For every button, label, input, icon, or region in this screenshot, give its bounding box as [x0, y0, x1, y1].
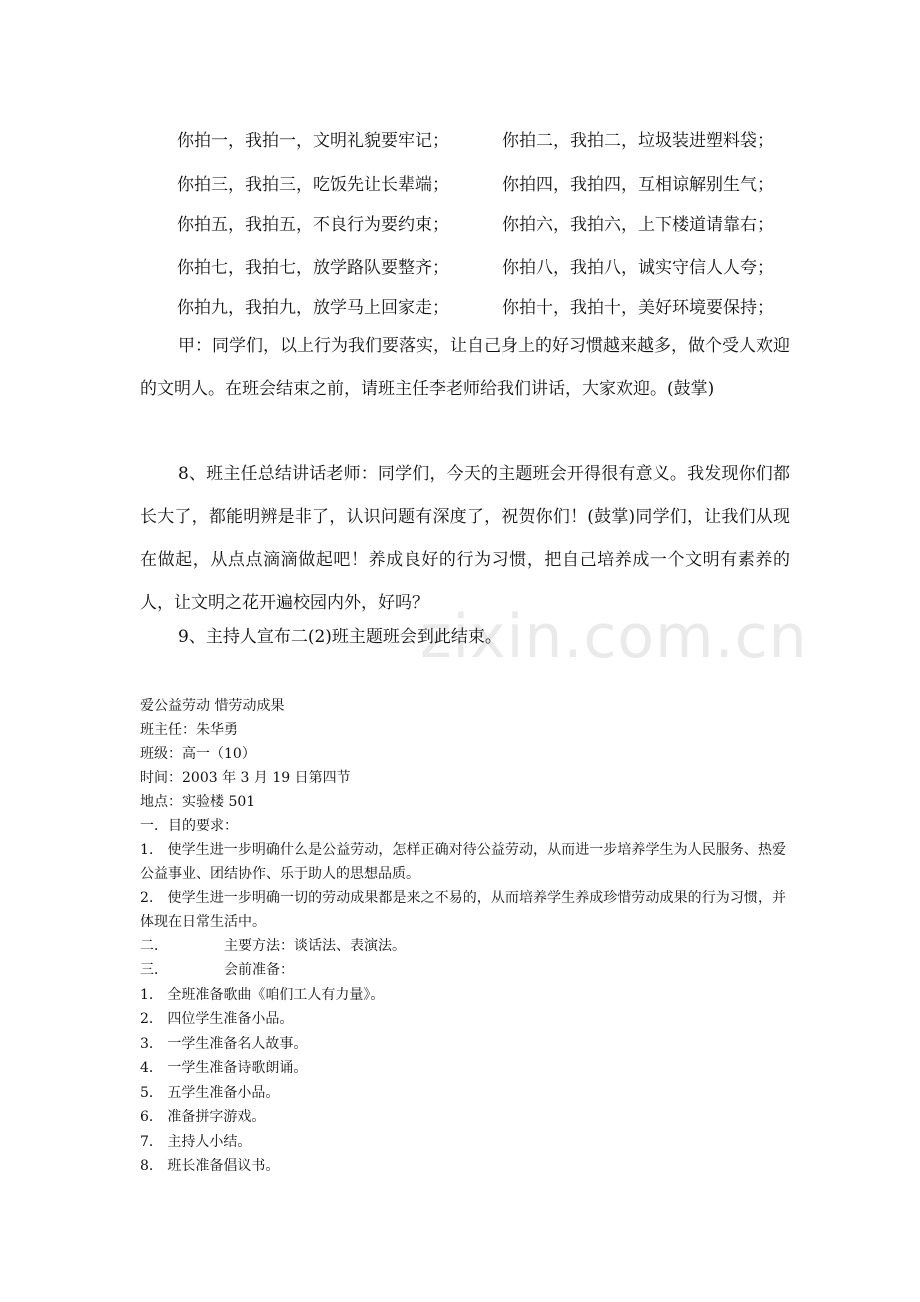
prep-item: 6． 准备拼字游戏。 [140, 1109, 266, 1125]
section-heading: 一．目的要求： [140, 818, 238, 834]
teacher-paragraph [140, 453, 790, 625]
section-text: 会前准备： [224, 962, 294, 978]
teacher-text: 8、班主任总结讲话老师：同学们，今天的主题班会开得很有意义。我发现你们都长大了，都能明辨是非了，认识问题有深度了，祝贺你们！(鼓掌)同学们，让我们从现在做起，从点点滴滴做起吧！养成良好的行为习惯，把自己培养成一个文明有素养的人，让文明之花开遍校园内外，好吗？ [140, 464, 790, 613]
prep-item: 7． 主持人小结。 [140, 1134, 252, 1150]
chant-right: 你拍四，我拍四，互相谅解别生气； [502, 175, 774, 195]
chant-left: 你拍一，我拍一，文明礼貌要牢记； [177, 131, 449, 151]
section-number: 三． [140, 962, 168, 978]
plan-time: 时间：2003 年 3 月 19 日第四节 [140, 770, 351, 786]
closing-line: 9、主持人宣布二(2)班主题班会到此结束。 [178, 627, 502, 647]
section-text: 主要方法：谈话法、表演法。 [224, 938, 406, 954]
prep-item: 8． 班长准备倡议书。 [140, 1158, 280, 1174]
chant-right: 你拍八，我拍八，诚实守信人人夸； [502, 258, 774, 278]
section-number: 二． [140, 938, 168, 954]
chant-left: 你拍九，我拍九，放学马上回家走； [177, 298, 449, 318]
chant-right: 你拍六，我拍六，上下楼道请靠右； [502, 215, 774, 235]
host-paragraph [140, 325, 790, 411]
prep-item: 1． 全班准备歌曲《咱们工人有力量》。 [140, 987, 385, 1003]
prep-item: 5． 五学生准备小品。 [140, 1085, 280, 1101]
prep-item: 3． 一学生准备名人故事。 [140, 1036, 308, 1052]
chant-right: 你拍二，我拍二，垃圾装进塑料袋； [502, 131, 774, 151]
plan-place: 地点：实验楼 501 [140, 794, 256, 810]
host-text: 甲：同学们，以上行为我们要落实，让自己身上的好习惯越来越多，做个受人欢迎的文明人。在班会结束之前，请班主任李老师给我们讲话，大家欢迎。(鼓掌) [140, 336, 790, 399]
plan-teacher: 班主任：朱华勇 [140, 722, 238, 738]
goal-item: 2． 使学生进一步明确一切的劳动成果都是来之不易的，从而培养学生养成珍惜劳动成果的行为习惯，并体现在日常生活中。 [140, 890, 786, 930]
section-heading [140, 934, 406, 958]
chant-left: 你拍七，我拍七，放学路队要整齐； [177, 258, 449, 278]
plan-class: 班级：高一（10） [140, 746, 256, 762]
chant-left: 你拍五，我拍五，不良行为要约束； [177, 215, 449, 235]
chant-left: 你拍三，我拍三，吃饭先让长辈端； [177, 175, 449, 195]
chant-right: 你拍十，我拍十，美好环境要保持； [502, 298, 774, 318]
prep-item: 4． 一学生准备诗歌朗诵。 [140, 1060, 308, 1076]
prep-item: 2． 四位学生准备小品。 [140, 1011, 294, 1027]
watermark: zixin.com.cn [420, 602, 808, 672]
section-heading [140, 958, 294, 982]
plan-title: 爱公益劳动 惜劳动成果 [140, 698, 285, 714]
goal-item: 1． 使学生进一步明确什么是公益劳动，怎样正确对待公益劳动，从而进一步培养学生为人民服务、热爱公益事业、团结协作、乐于助人的思想品质。 [140, 842, 786, 882]
